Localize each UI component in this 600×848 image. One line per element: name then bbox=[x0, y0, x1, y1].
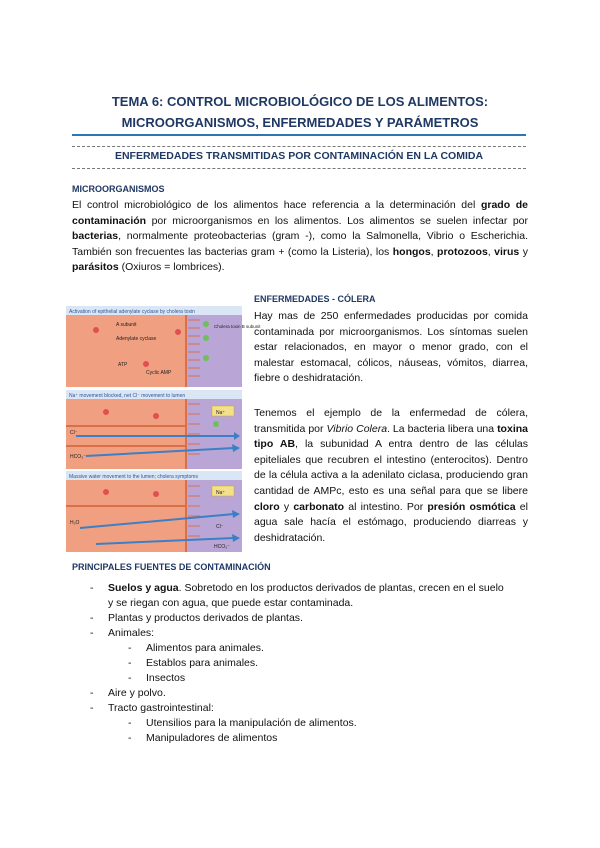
colera-paragraph-2: Tenemos el ejemplo de la enfermedad de cólera, transmitida por Vibrio Colera. La bacteria libera una toxina tipo AB, la subunidad A entra dentro de las células epiteliales que recubren el intestino (enterocitos). Dentro de la célula activa a la adenilato ciclasa, produciendo gran cantidad de AMPc, esto es una señal para que se libere cloro y carbonato al intestino. Por presión osmótica el agua sale hacía el estómago, produciendo diarreas y deshidratación. bbox=[254, 407, 528, 544]
cholera-mechanism-diagram bbox=[66, 306, 261, 552]
list-item-text: Tracto gastrointestinal: bbox=[108, 702, 214, 714]
section-subtitle: ENFERMEDADES TRANSMITIDAS POR CONTAMINACIÓN EN LA COMIDA bbox=[114, 150, 484, 162]
bullet-dash: - bbox=[128, 657, 132, 669]
panel2-caption: Na⁺ movement blocked, net Cl⁻ movement to lumen bbox=[69, 393, 186, 399]
list-item bbox=[90, 656, 530, 671]
list-item bbox=[90, 686, 530, 701]
colera-paragraph-1: Hay mas de 250 enfermedades producidas por comida contaminada por microorganismos. Los síntomas suelen estar relacionados, en mayor o menor grado, con el malestar estomacal, cólicos, náuseas, vómitos, diarrea, fiebre o deshidratación. bbox=[254, 310, 528, 385]
list-item-text: Suelos y agua. Sobretodo en los productos derivados de plantas, crecen en el suelo bbox=[108, 582, 504, 594]
bullet-dash: - bbox=[90, 627, 94, 639]
list-item-text: y se riegan con agua, que puede estar contaminada. bbox=[108, 597, 354, 609]
svg-text:Cholera toxin B subunit: Cholera toxin B subunit bbox=[214, 324, 261, 329]
bullet-dash: - bbox=[90, 582, 94, 594]
svg-text:Adenylate cyclase: Adenylate cyclase bbox=[116, 336, 157, 342]
list-item bbox=[90, 596, 530, 611]
svg-text:Cl⁻: Cl⁻ bbox=[70, 430, 78, 436]
list-item-text: Manipuladores de alimentos bbox=[146, 732, 278, 744]
svg-text:Cl⁻: Cl⁻ bbox=[216, 524, 224, 530]
microorganismos-paragraph: El control microbiológico de los alimentos hace referencia a la determinación del grado de contaminación por microorganismos en los alimentos. Los alimentos se suelen infectar por bacterias, normalmente proteobacterias (gram -), como la Salmonella, Vibrio o Escherichia. También son frecuentes las bacterias gram + (como la Listeria), los hongos, protozoos, virus y parásitos (Oxiuros = lombrices). bbox=[72, 199, 528, 274]
list-item bbox=[90, 671, 530, 686]
svg-text:ATP: ATP bbox=[118, 362, 128, 368]
toxin-b-subunit bbox=[203, 355, 209, 361]
svg-text:H₂O: H₂O bbox=[70, 520, 80, 526]
bullet-dash: - bbox=[128, 717, 132, 729]
list-item-text: Alimentos para animales. bbox=[146, 642, 264, 654]
panel3-caption: Massive water movement to the lumen; cholera symptoms bbox=[69, 474, 198, 480]
bullet-dash: - bbox=[128, 732, 132, 744]
list-item bbox=[90, 611, 530, 626]
list-item-text: Insectos bbox=[146, 672, 186, 684]
svg-text:Cyclic AMP: Cyclic AMP bbox=[146, 370, 172, 376]
subtitle-rule-top bbox=[72, 146, 526, 147]
toxin-a-subunit bbox=[175, 329, 181, 335]
svg-text:Na⁺: Na⁺ bbox=[216, 490, 226, 496]
subtitle-rule-bottom bbox=[72, 168, 526, 169]
svg-text:HCO₃⁻: HCO₃⁻ bbox=[214, 544, 230, 550]
bullet-dash: - bbox=[90, 687, 94, 699]
colera-heading: ENFERMEDADES - CÓLERA bbox=[254, 294, 376, 304]
panel1-caption: Activation of epithelial adenylate cyclase by cholera toxin bbox=[69, 309, 195, 315]
bullet-dash: - bbox=[90, 612, 94, 624]
bullet-dash: - bbox=[90, 702, 94, 714]
svg-text:Na⁺: Na⁺ bbox=[216, 410, 226, 416]
cell-particle bbox=[143, 361, 149, 367]
list-item-text: Utensilios para la manipulación de alimentos. bbox=[146, 717, 357, 729]
microorganismos-heading: MICROORGANISMOS bbox=[72, 184, 165, 194]
list-item-text: Plantas y productos derivados de plantas. bbox=[108, 612, 303, 624]
page-title-line1: TEMA 6: CONTROL MICROBIOLÓGICO DE LOS ALIMENTOS: bbox=[111, 94, 489, 109]
title-rule bbox=[72, 134, 526, 136]
fuentes-heading: PRINCIPALES FUENTES DE CONTAMINACIÓN bbox=[72, 562, 271, 572]
bullet-dash: - bbox=[128, 672, 132, 684]
list-item bbox=[90, 581, 530, 596]
bullet-dash: - bbox=[128, 642, 132, 654]
list-item bbox=[90, 731, 530, 746]
cell-particle bbox=[93, 327, 99, 333]
svg-text:HCO₃⁻: HCO₃⁻ bbox=[70, 454, 86, 460]
list-item-text: Establos para animales. bbox=[146, 657, 259, 669]
toxin-b-subunit bbox=[203, 335, 209, 341]
list-item bbox=[90, 716, 530, 731]
list-item bbox=[90, 626, 530, 641]
svg-text:A subunit: A subunit bbox=[116, 322, 137, 328]
fuentes-list bbox=[90, 581, 530, 746]
list-item bbox=[90, 701, 530, 716]
list-item-text: Aire y polvo. bbox=[108, 687, 166, 699]
list-item-text: Animales: bbox=[108, 627, 155, 639]
toxin-b-subunit bbox=[203, 321, 209, 327]
page-title-line2: MICROORGANISMOS, ENFERMEDADES Y PARÁMETROS bbox=[121, 115, 479, 130]
list-item bbox=[90, 641, 530, 656]
